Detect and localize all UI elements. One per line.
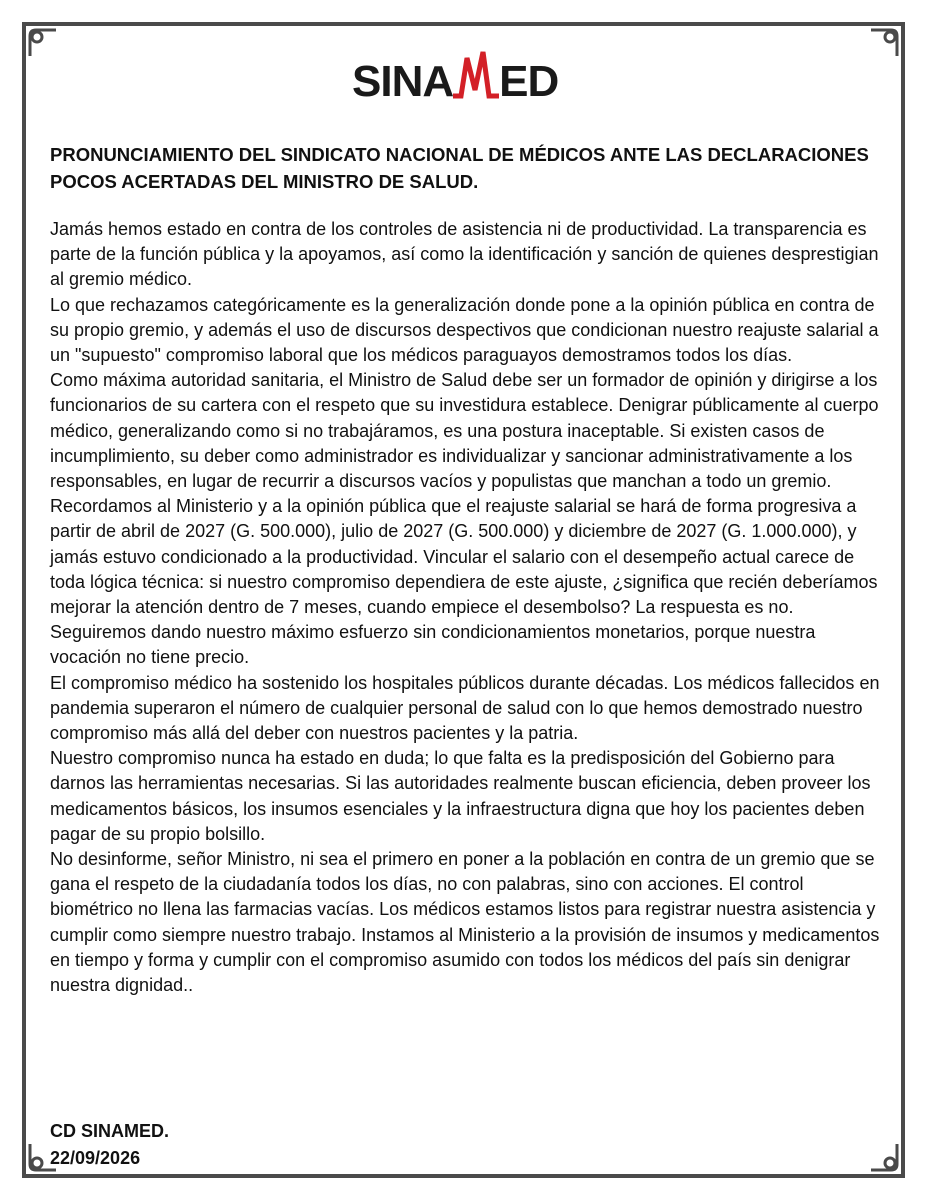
statement-body [50, 217, 890, 998]
paragraph: No desinforme, señor Ministro, ni sea el primero en poner a la población en contra de un gremio que se gana el respeto de la ciudadanía todos los días, no con palabras, sino con acciones. El control biométrico no llena las farmacias vacías. Los médicos estamos listos para registrar nuestra asistencia y cumplir como siempre nuestro trabajo. Instamos al Ministerio a la provisión de insumos y medicamentos en tiempo y forma y cumplir con el compromiso asumido con todos los médicos del país sin denigrar nuestra dignidad.. [50, 849, 880, 996]
sinamed-logo [352, 46, 576, 108]
corner-ornament-icon [867, 1140, 901, 1174]
corner-ornament-icon [26, 26, 60, 60]
paragraph: Recordamos al Ministerio y a la opinión pública que el reajuste salarial se hará de forma progresiva a partir de abril de 2027 (G. 500.000), julio de 2027 (G. 500.000) y diciembre de 2027 (G. 1.000.000), y jamás estuvo condicionado a la productividad. Vincular el salario con el desempeño actual carece de toda lógica técnica: si nuestro compromiso dependiera de este ajuste, ¿significa que recién deberíamos mejorar la atención dentro de 7 meses, cuando empiece el desembolso? La respuesta es no. Seguiremos dando nuestro máximo esfuerzo sin condicionamientos monetarios, porque nuestra vocación no tiene precio. [50, 496, 878, 668]
heartbeat-m-icon [453, 64, 499, 104]
signature-org: CD SINAMED. [50, 1121, 170, 1141]
signature-block [50, 1118, 450, 1172]
logo-text-left: SINA [352, 57, 454, 106]
paragraph: Jamás hemos estado en contra de los controles de asistencia ni de productividad. La transparencia es parte de la función pública y la apoyamos, así como la identificación y sanción de quienes desprestigian al gremio médico. [50, 219, 879, 290]
statement-heading: PRONUNCIAMIENTO DEL SINDICATO NACIONAL DE MÉDICOS ANTE LAS DECLARACIONES POCOS ACERTADAS DEL MINISTRO DE SALUD. [50, 144, 869, 192]
logo-text-right: ED [499, 57, 559, 106]
paragraph: El compromiso médico ha sostenido los hospitales públicos durante décadas. Los médicos fallecidos en pandemia superaron el número de cualquier personal de salud con lo que hemos demostrado nuestro compromiso más allá del deber con nuestros pacientes y la patria. [50, 672, 880, 744]
paragraph: Como máxima autoridad sanitaria, el Ministro de Salud debe ser un formador de opinión y dirigirse a los funcionarios de su cartera con el respeto que su investidura establece. Denigrar públicamente al cuerpo médico, generalizando como si no trabajáramos, es una postura inaceptable. Si existen casos de incumplimiento, su deber como administrador es individualizar y sancionar administrativamente a los responsables, en lugar de recurrir a discursos vacíos y populistas que manchan a todo un gremio. [50, 370, 879, 492]
paragraph: Nuestro compromiso nunca ha estado en duda; lo que falta es la predisposición del Gobierno para darnos las herramientas necesarias. Si las autoridades realmente buscan eficiencia, deben proveer los medicamentos básicos, los insumos esenciales y la infraestructura digna que hoy los pacientes deben pagar de su propio bolsillo. [50, 748, 871, 844]
signature-date: 22/09/2026 [50, 1148, 141, 1168]
paragraph: Lo que rechazamos categóricamente es la generalización donde pone a la opinión pública en contra de su propio gremio, y además el uso de discursos despectivos que condicionan nuestro reajuste salarial a un "supuesto" compromiso laboral que los médicos paraguayos demostramos todos los días. [50, 294, 879, 366]
corner-ornament-icon [867, 26, 901, 60]
